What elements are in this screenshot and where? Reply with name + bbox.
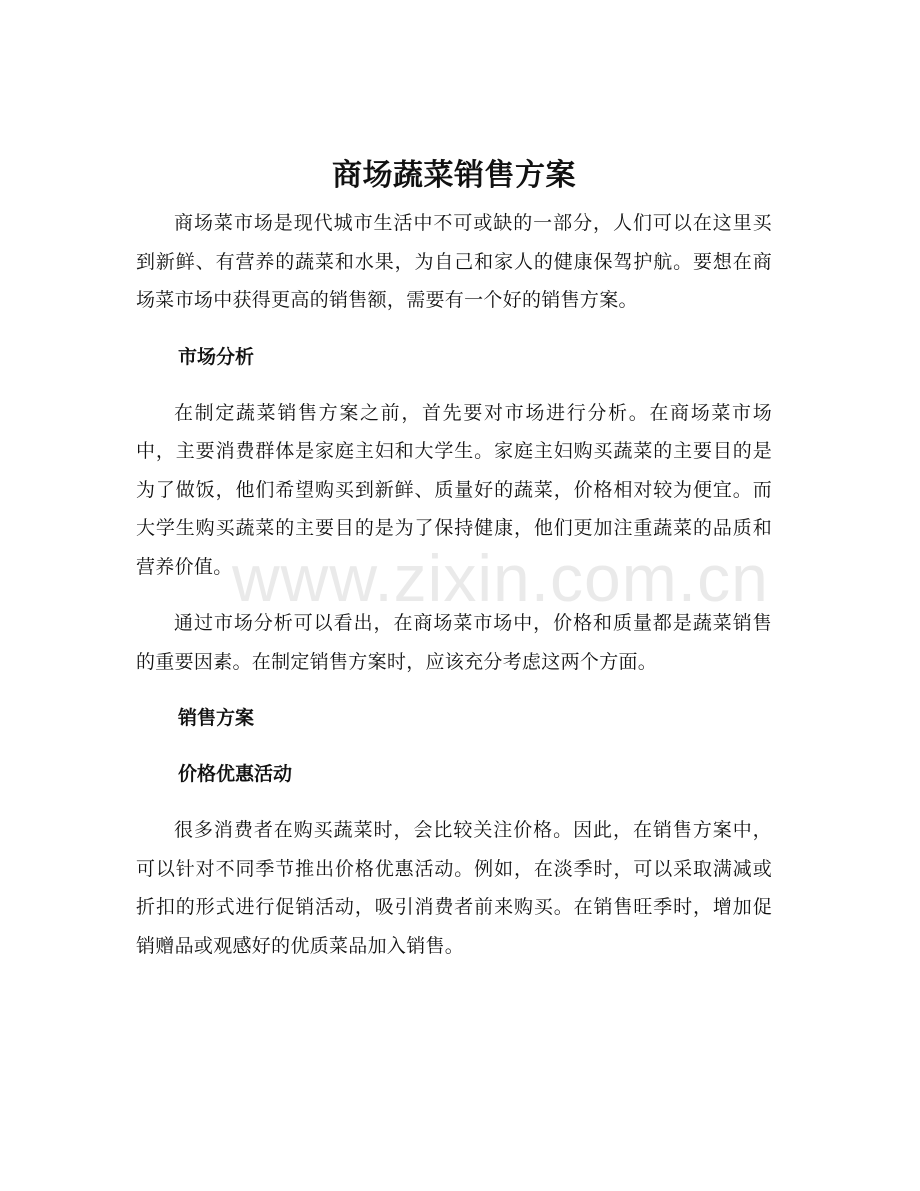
market-analysis-paragraph-2: 通过市场分析可以看出，在商场菜市场中，价格和质量都是蔬菜销售的重要因素。在制定销售方案时，应该充分考虑这两个方面。 [136,612,772,673]
section-heading-market-analysis: 市场分析 [178,345,255,368]
intro-paragraph: 商场菜市场是现代城市生活中不可或缺的一部分，人们可以在这里买到新鲜、有营养的蔬菜和水果，为自己和家人的健康保驾护航。要想在商场菜市场中获得更高的销售额，需要有一个好的销售方案。 [136,212,772,311]
section-heading-sales-plan: 销售方案 [178,707,255,729]
subsection-heading-price-promotion: 价格优惠活动 [178,763,293,785]
market-analysis-paragraph-1: 在制定蔬菜销售方案之前，首先要对市场进行分析。在商场菜市场中，主要消费群体是家庭主妇和大学生。家庭主妇购买蔬菜的主要目的是为了做饭，他们希望购买到新鲜、质量好的蔬菜，价格相对较为便宜。而大学生购买蔬菜的主要目的是为了保持健康，他们更加注重蔬菜的品质和营养价值。 [136,401,772,578]
document-body [136,150,772,983]
watermark-text: www.zixin.com.cn [232,541,769,615]
price-promotion-paragraph: 很多消费者在购买蔬菜时，会比较关注价格。因此，在销售方案中，可以针对不同季节推出价格优惠活动。例如，在淡季时，可以采取满减或折扣的形式进行促销活动，吸引消费者前来购买。在销售旺季时，增加促销赠品或观感好的优质菜品加入销售。 [136,819,772,957]
document-title: 商场蔬菜销售方案 [332,158,576,193]
